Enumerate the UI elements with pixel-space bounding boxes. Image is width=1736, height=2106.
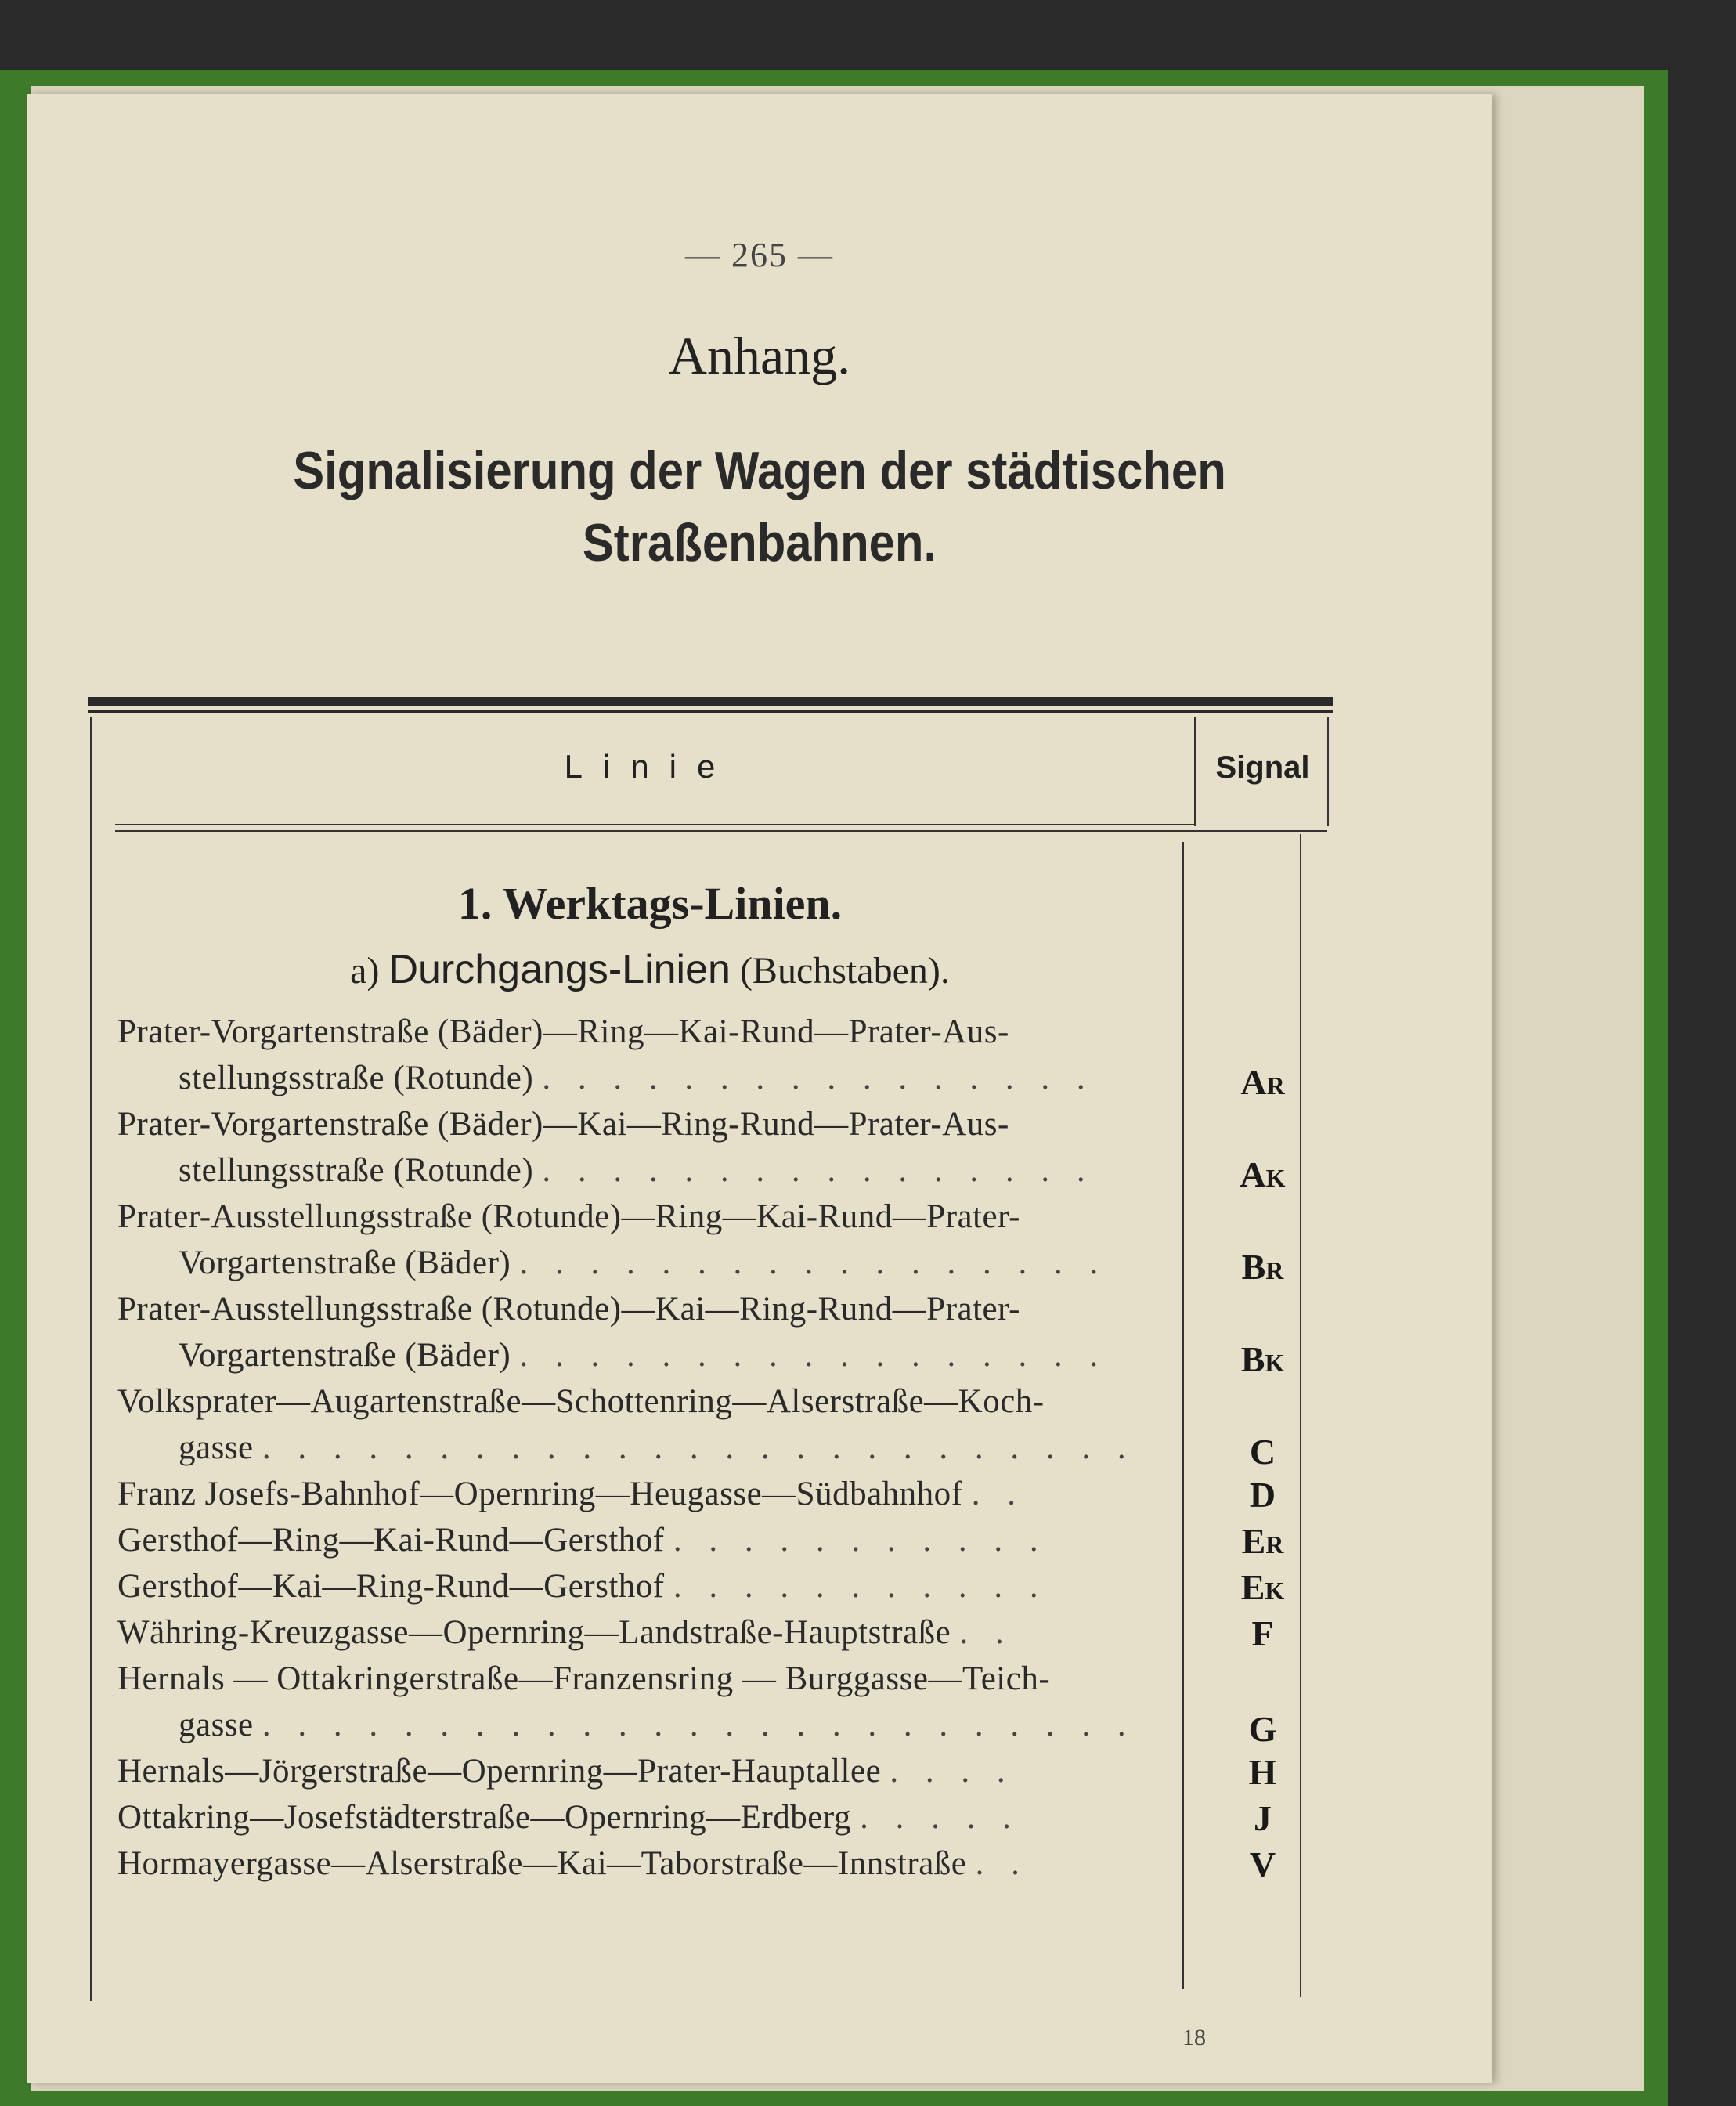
signal-letter: A [1240, 1062, 1267, 1102]
route-line-2 [117, 1240, 1163, 1286]
route-line [117, 1517, 1163, 1563]
signal-code [1198, 1431, 1327, 1472]
table-column-divider [1182, 842, 1184, 1989]
route-line-1: Prater-Ausstellungsstraße (Rotunde)—Kai—Ring-Rund—Prater- [117, 1291, 1020, 1328]
route-line-2 [117, 1332, 1163, 1378]
signal-code [1198, 1708, 1327, 1750]
route-text: gasse [179, 1429, 254, 1466]
route-line-2 [117, 1702, 1163, 1748]
route-line-1: Prater-Vorgartenstraße (Bäder)—Kai—Ring-Rund—Prater-Aus- [117, 1106, 1009, 1143]
signal-letter: B [1241, 1247, 1266, 1287]
route-text: Vorgartenstraße (Bäder) [179, 1337, 511, 1374]
route-text: Währing-Kreuzgasse—Opernring—Landstraße-Hauptstraße [117, 1614, 951, 1651]
route-text: Gersthof—Ring—Kai-Rund—Gersthof [117, 1522, 665, 1559]
page-title [115, 435, 1404, 579]
leader-dots: . . [971, 1476, 1025, 1512]
signal-code [1198, 1751, 1327, 1793]
subsection-name: Durchgangs-Linien [388, 947, 731, 992]
signal-subletter: R [1265, 1256, 1284, 1284]
leader-dots: . . . . . . . . . . . . . . . . . . . . . . . . . [262, 1707, 1135, 1743]
route-entry [117, 1609, 1163, 1656]
signal-code [1198, 1520, 1327, 1562]
route-line [117, 1794, 1163, 1840]
route-text: Hormayergasse—Alserstraße—Kai—Taborstraße—Innstraße [117, 1845, 967, 1882]
signal-subletter: R [1265, 1530, 1284, 1559]
signal-letter: E [1240, 1567, 1265, 1607]
leader-dots: . . [959, 1614, 1013, 1651]
route-line [117, 1748, 1163, 1794]
leader-dots: . . . . . . . . . . . . . . . . [542, 1152, 1095, 1189]
route-text: gasse [179, 1707, 254, 1743]
route-entry [117, 1517, 1163, 1563]
route-line [117, 1609, 1163, 1656]
route-line-1: Volksprater—Augartenstraße—Schottenring—Alserstraße—Koch- [117, 1383, 1045, 1420]
route-line-1: Prater-Vorgartenstraße (Bäder)—Ring—Kai-Rund—Prater-Aus- [117, 1013, 1009, 1050]
route-entry [117, 1101, 1163, 1194]
leader-dots: . . . . . . . . . . . . . . . . . [519, 1337, 1108, 1374]
table-top-rule-thin [88, 710, 1333, 713]
table-column-divider-header [1194, 717, 1196, 826]
route-entry [117, 1840, 1163, 1887]
route-entry [117, 1656, 1163, 1748]
route-text: stellungsstraße (Rotunde) [179, 1152, 534, 1189]
signal-code [1198, 1474, 1327, 1515]
leader-dots: . . [975, 1845, 1029, 1882]
route-entry [117, 1563, 1163, 1609]
signal-subletter: K [1265, 1164, 1286, 1192]
route-line-1: Prater-Ausstellungsstraße (Rotunde)—Ring—Kai-Rund—Prater- [117, 1198, 1020, 1235]
signal-code [1198, 1246, 1327, 1288]
route-text: Vorgartenstraße (Bäder) [179, 1244, 511, 1281]
title-line-1: Signalisierung der Wagen der städtischen [293, 441, 1226, 500]
signal-subletter: K [1265, 1349, 1285, 1377]
route-line-2 [117, 1055, 1163, 1101]
leader-dots: . . . . . [860, 1799, 1020, 1836]
signal-code [1198, 1844, 1327, 1885]
route-entry [117, 1748, 1163, 1794]
signal-letter: F [1251, 1613, 1274, 1653]
signal-code [1198, 1154, 1327, 1195]
signal-letter: V [1249, 1844, 1276, 1884]
route-text: stellungsstraße (Rotunde) [179, 1060, 534, 1096]
table-left-border [90, 717, 92, 2001]
route-entry [117, 1471, 1163, 1517]
route-entry [117, 1378, 1163, 1471]
signal-letter: G [1248, 1709, 1277, 1749]
header-bottom-rule [115, 824, 1196, 825]
signal-letter: J [1254, 1798, 1272, 1838]
signal-letter: D [1249, 1475, 1276, 1515]
leader-dots: . . . . . . . . . . . [673, 1568, 1048, 1605]
signal-letter: B [1240, 1339, 1265, 1379]
title-line-2: Straßenbahnen. [582, 513, 937, 573]
route-entry [117, 1286, 1163, 1378]
signal-code [1198, 1566, 1327, 1608]
signal-letter: A [1240, 1154, 1266, 1194]
route-line [117, 1840, 1163, 1887]
appendix-heading: Anhang. [668, 326, 851, 385]
signal-code [1198, 1061, 1327, 1103]
signal-letter: H [1248, 1752, 1277, 1792]
route-text: Hernals—Jörgerstraße—Opernring—Prater-Hauptallee [117, 1753, 882, 1790]
route-line-2 [117, 1147, 1163, 1194]
route-entry [117, 1794, 1163, 1840]
route-entry [117, 1194, 1163, 1286]
column-header-linie: Linie [564, 748, 736, 785]
route-line-1: Hernals — Ottakringerstraße—Franzensring — Burggasse—Teich- [117, 1660, 1051, 1697]
signature-number: 18 [1182, 2025, 1206, 2050]
subsection-prefix: a) [350, 950, 380, 992]
page-number: — 265 — [685, 236, 834, 274]
route-line [117, 1563, 1163, 1609]
signal-code [1198, 1797, 1327, 1839]
subsection-heading [106, 946, 1194, 993]
leader-dots: . . . . . . . . . . . . . . . . . . . . . . . . . [262, 1429, 1135, 1466]
subsection-note: (Buchstaben). [739, 950, 950, 992]
signal-letter: C [1249, 1432, 1276, 1472]
route-line [117, 1471, 1163, 1517]
route-text: Ottakring—Josefstädterstraße—Opernring—Erdberg [117, 1799, 851, 1836]
section-heading: 1. Werktags-Linien. [457, 878, 843, 929]
signal-subletter: K [1265, 1577, 1285, 1605]
route-line-2 [117, 1425, 1163, 1471]
leader-dots: . . . . . . . . . . . . . . . . . [519, 1244, 1108, 1281]
signal-code [1198, 1338, 1327, 1380]
column-header-signal: Signal [1215, 750, 1310, 785]
table-top-rule [88, 697, 1333, 706]
signal-subletter: R [1266, 1071, 1285, 1100]
route-text: Franz Josefs-Bahnhof—Opernring—Heugasse—Südbahnhof [117, 1476, 963, 1512]
route-text: Gersthof—Kai—Ring-Rund—Gersthof [117, 1568, 665, 1605]
leader-dots: . . . . . . . . . . . [673, 1522, 1048, 1559]
leader-dots: . . . . [890, 1753, 1015, 1790]
header-bottom-rule-2 [115, 830, 1327, 832]
signal-letter: E [1241, 1521, 1266, 1561]
signal-code [1198, 1613, 1327, 1654]
route-entry [117, 1009, 1163, 1101]
book-page [27, 94, 1492, 2083]
leader-dots: . . . . . . . . . . . . . . . . [542, 1060, 1095, 1096]
table-right-border-header [1327, 717, 1329, 826]
